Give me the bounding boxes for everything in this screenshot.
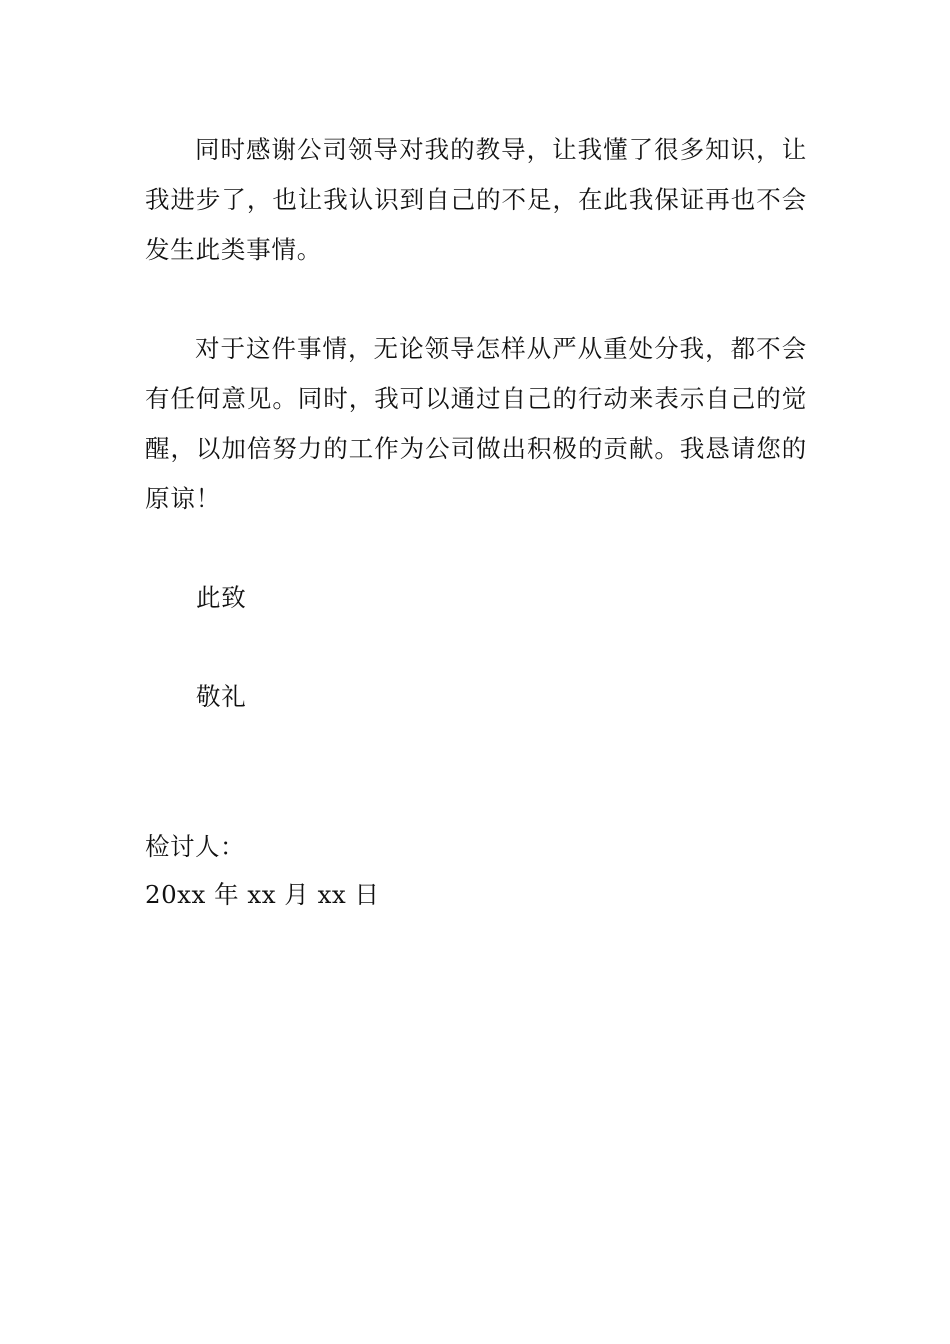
closing-salutation: 此致: [196, 583, 247, 612]
signature-label: 检讨人：: [145, 832, 245, 861]
body-paragraph-2: 对于这件事情，无论领导怎样从严从重处分我，都不会有任何意见。同时，我可以通过自己的行动来表示自己的觉醒，以加倍努力的工作为公司做出积极的贡献。我恳请您的原谅！: [145, 334, 807, 513]
closing-regards: 敬礼: [196, 682, 247, 711]
body-paragraph-1: 同时感谢公司领导对我的教导，让我懂了很多知识，让我进步了，也让我认识到自己的不足，在此我保证再也不会发生此类事情。: [145, 135, 807, 264]
signature-date: 20xx 年 xx 月 xx 日: [145, 880, 380, 909]
